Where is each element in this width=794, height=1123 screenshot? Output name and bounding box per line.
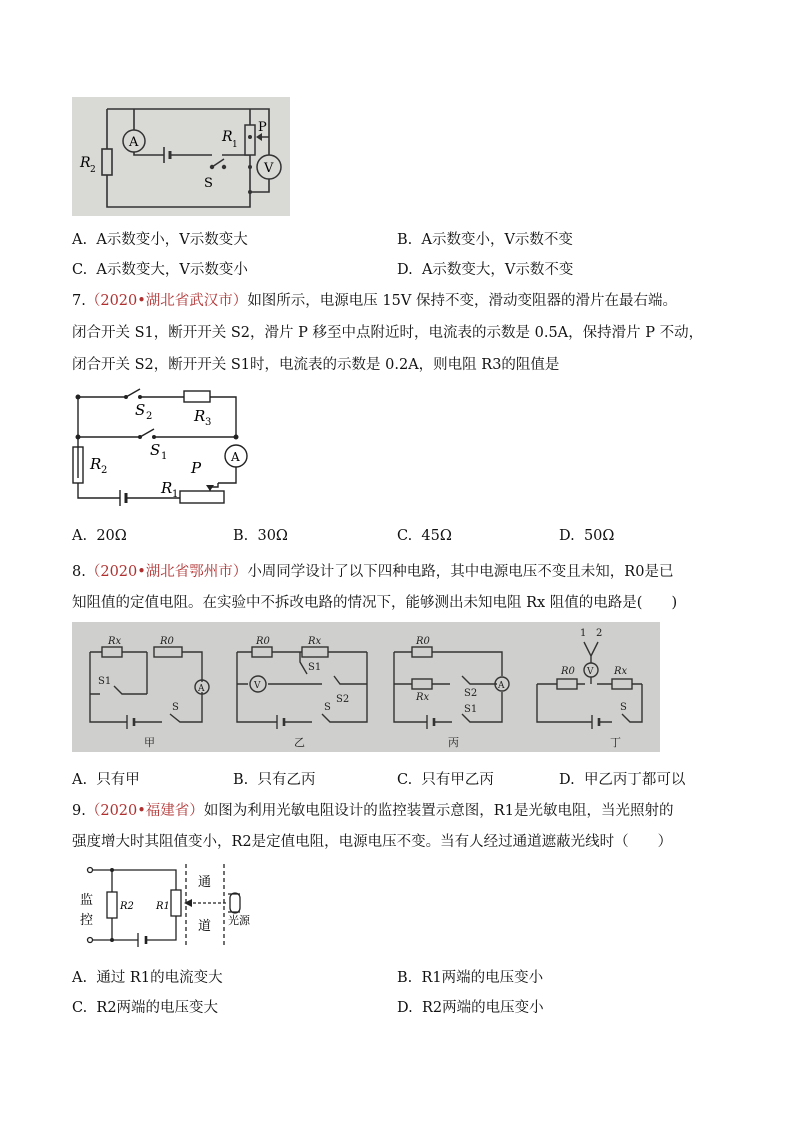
- q8-circuit-diagrams: [72, 622, 660, 752]
- q6-option-d[interactable]: D. A示数变大，V示数不变: [397, 262, 574, 278]
- q9-monitor-figure: [78, 862, 260, 952]
- q7-stem-line2: 闭合开关 S1，断开开关 S2，滑片 P 移至中点附近时，电流表的示数是 0.5A，保持滑片 P 不动，: [72, 325, 704, 341]
- q8-circuits-figure: [72, 622, 660, 752]
- yi-voltmeter-label: V: [254, 681, 261, 691]
- q9-stem-line1: 9.（2020•福建省）如图为利用光敏电阻设计的监控装置示意图，R1是光敏电阻，当光照射的: [72, 803, 674, 819]
- svg-text:3: 3: [205, 417, 212, 428]
- monitor-label-kong: 控: [80, 913, 94, 928]
- q9-option-c[interactable]: C. R2两端的电压变大: [72, 1000, 219, 1016]
- svg-text:1: 1: [232, 140, 238, 150]
- q7-stem-line1: 7.（2020•湖北省武汉市）如图所示，电源电压 15V 保持不变，滑动变阻器的滑片在最右端。: [72, 293, 677, 309]
- s2-label: S: [135, 401, 146, 419]
- svg-text:2: 2: [146, 411, 153, 422]
- bing-rx-label: Rx: [416, 692, 430, 703]
- q8-source: （2020•湖北省鄂州市）: [85, 564, 248, 580]
- q9-option-b[interactable]: B. R1两端的电压变小: [397, 970, 544, 986]
- q9-source: （2020•福建省）: [85, 803, 204, 819]
- jia-s-label: S: [172, 702, 179, 713]
- yi-s1-label: S1: [308, 662, 322, 673]
- bing-r0-label: R0: [416, 636, 430, 647]
- ding-s-label: S: [620, 702, 627, 713]
- slider-label: P: [258, 120, 267, 135]
- svg-text:2: 2: [90, 165, 96, 175]
- svg-text:2: 2: [101, 465, 108, 476]
- bing-s1-label: S1: [464, 704, 478, 715]
- r1-label: R: [222, 129, 233, 145]
- label-ding: 丁: [610, 736, 621, 749]
- jia-s1-label: S1: [98, 676, 112, 687]
- q8-stem-line1: 8.（2020•湖北省鄂州市）小周同学设计了以下四种电路，其中电源电压不变且未知，R0是已: [72, 564, 674, 580]
- jia-ammeter-label: A: [198, 684, 205, 694]
- label-bing: 丙: [448, 736, 459, 749]
- slider-p-label: P: [191, 459, 202, 477]
- q7-source: （2020•湖北省武汉市）: [85, 293, 248, 309]
- light-source-label: 光源: [228, 914, 250, 927]
- yi-s2-label: S2: [336, 694, 350, 705]
- r1-resistor: [245, 125, 255, 155]
- q7-stem-line3: 闭合开关 S2，断开开关 S1时，电流表的示数是 0.2A，则电阻 R3的阻值是: [72, 357, 560, 373]
- ding-terminal-1: 1: [580, 628, 587, 639]
- q6-circuit-diagram: [72, 97, 290, 216]
- r2-label: R: [80, 155, 91, 171]
- r2-label: R: [90, 455, 102, 473]
- q7-option-c[interactable]: C. 45Ω: [397, 528, 452, 544]
- q8-option-d[interactable]: D. 甲乙丙丁都可以: [559, 772, 686, 788]
- q9-stem-line2: 强度增大时其阻值变小，R2是定值电阻，电源电压不变。当有人经过通道遮蔽光线时（ ）: [72, 834, 673, 850]
- bing-ammeter-label: A: [498, 681, 505, 691]
- q8-option-b[interactable]: B. 只有乙丙: [233, 772, 316, 788]
- q8-option-a[interactable]: A. 只有甲: [72, 772, 140, 788]
- ding-r0-label: R0: [561, 666, 575, 677]
- monitor-label-jian: 监: [80, 893, 94, 908]
- q9-option-d[interactable]: D. R2两端的电压变小: [397, 1000, 544, 1016]
- ding-voltmeter-label: V: [587, 667, 594, 677]
- q7-circuit-diagram: [68, 383, 258, 513]
- q7-circuit-figure: [68, 383, 258, 513]
- svg-text:1: 1: [161, 451, 168, 462]
- yi-s-label: S: [324, 702, 331, 713]
- q6-circuit-figure: [72, 97, 290, 216]
- label-jia: 甲: [144, 736, 155, 749]
- ding-terminal-2: 2: [596, 628, 603, 639]
- yi-rx-label: Rx: [308, 636, 322, 647]
- r3-label: R: [194, 407, 206, 425]
- jia-rx-label: Rx: [108, 636, 122, 647]
- q9-option-a[interactable]: A. 通过 R1的电流变大: [72, 970, 223, 986]
- s1-label: S: [150, 441, 161, 459]
- ammeter-label: A: [231, 450, 240, 464]
- label-yi: 乙: [294, 736, 305, 749]
- q8-stem-line2: 知阻值的定值电阻。在实验中不拆改电路的情况下，能够测出未知电阻 Rx 阻值的电路是( ): [72, 595, 678, 611]
- switch-label: S: [204, 176, 213, 191]
- voltmeter-label: V: [264, 161, 274, 176]
- svg-text:1: 1: [172, 489, 179, 500]
- jia-r0-label: R0: [160, 636, 174, 647]
- q6-option-c[interactable]: C. A示数变大，V示数变小: [72, 262, 248, 278]
- passage-label-dao: 道: [198, 919, 212, 934]
- q8-option-c[interactable]: C. 只有甲乙丙: [397, 772, 494, 788]
- q7-option-d[interactable]: D. 50Ω: [559, 528, 615, 544]
- bing-s2-label: S2: [464, 688, 478, 699]
- r1-label: R: [161, 479, 173, 497]
- yi-r0-label: R0: [256, 636, 270, 647]
- ding-rx-label: Rx: [614, 666, 628, 677]
- q7-option-a[interactable]: A. 20Ω: [72, 528, 127, 544]
- q6-option-b[interactable]: B. A示数变小，V示数不变: [397, 232, 573, 248]
- r2-label: R2: [120, 901, 134, 912]
- q6-option-a[interactable]: A. A示数变小，V示数变大: [72, 232, 248, 248]
- passage-label-tong: 通: [198, 875, 212, 890]
- q9-monitor-diagram: [78, 862, 260, 952]
- r1-label: R1: [156, 901, 170, 912]
- q7-option-b[interactable]: B. 30Ω: [233, 528, 288, 544]
- ammeter-label: A: [129, 135, 139, 150]
